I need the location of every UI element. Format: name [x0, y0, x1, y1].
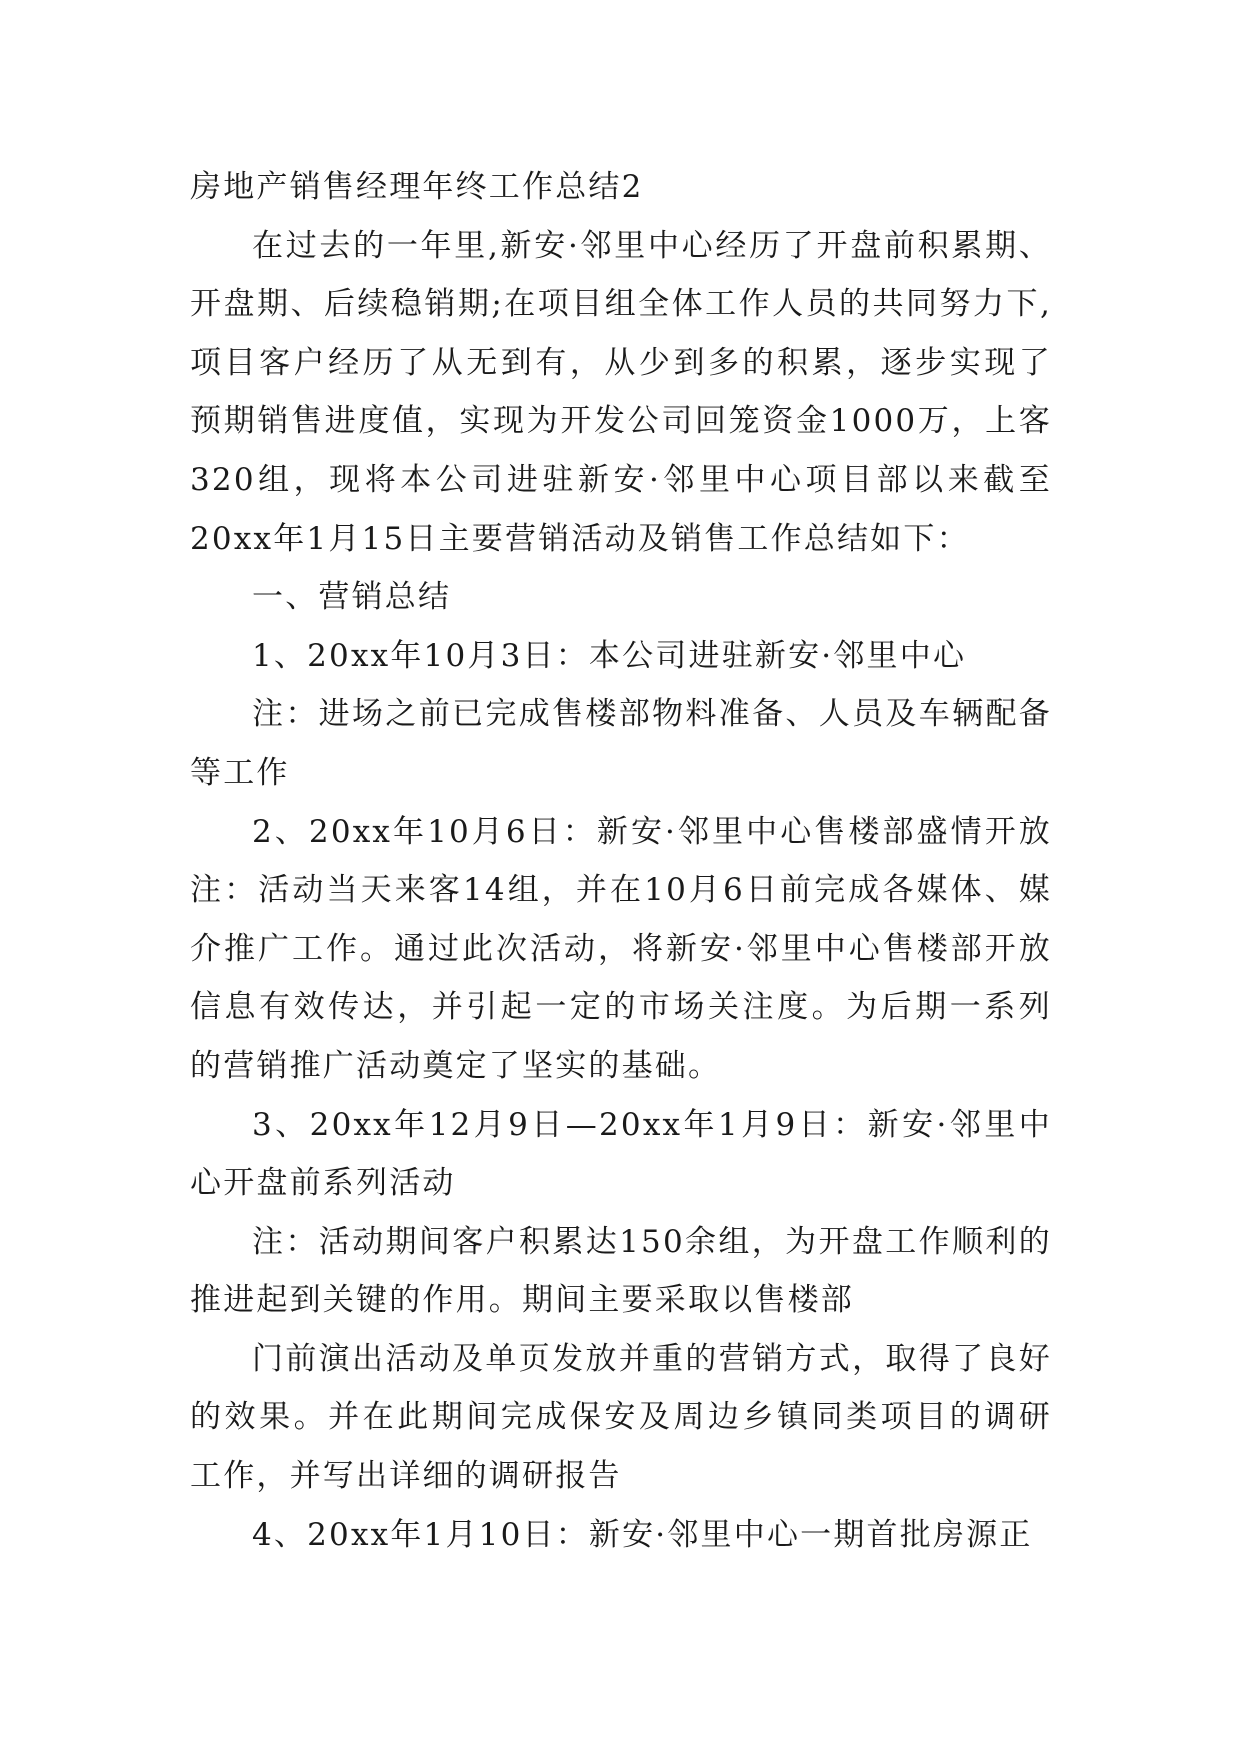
paragraph-item-1: 1、20xx年10月3日：本公司进驻新安·邻里中心	[252, 637, 967, 674]
paragraph-intro: 在过去的一年里,新安·邻里中心经历了开盘前积累期、开盘期、后续稳销期;在项目组全体工作人员的共同努力下,项目客户经历了从无到有，从少到多的积累，逐步实现了预期销售进度值，实现为开发公司回笼资金1000万，上客320组，现将本公司进驻新安·邻里中心项目部以来截至20xx年1月15日主要营销活动及销售工作总结如下：	[190, 227, 1052, 557]
paragraph-item-4: 4、20xx年1月10日：新安·邻里中心一期首批房源正	[252, 1516, 1033, 1553]
paragraph-item-2: 2、20xx年10月6日：新安·邻里中心售楼部盛情开放注：活动当天来客14组，并在10月6日前完成各媒体、媒介推广工作。通过此次活动，将新安·邻里中心售楼部开放信息有效传达，并引起一定的市场关注度。为后期一系列的营销推广活动奠定了坚实的基础。	[190, 813, 1052, 1084]
document-title: 房地产销售经理年终工作总结2	[190, 169, 644, 205]
paragraph-note-1: 注：进场之前已完成售楼部物料准备、人员及车辆配备等工作	[190, 696, 1052, 791]
section-heading-marketing: 一、营销总结	[252, 579, 452, 616]
paragraph-note-3-continued: 门前演出活动及单页发放并重的营销方式，取得了良好的效果。并在此期间完成保安及周边乡镇同类项目的调研工作，并写出详细的调研报告	[190, 1340, 1052, 1495]
paragraph-item-3: 3、20xx年12月9日—20xx年1月9日：新安·邻里中心开盘前系列活动	[190, 1106, 1052, 1202]
document-body	[190, 158, 1052, 1564]
paragraph-note-3: 注：活动期间客户积累达150余组，为开盘工作顺利的推进起到关键的作用。期间主要采取以售楼部	[190, 1223, 1052, 1319]
